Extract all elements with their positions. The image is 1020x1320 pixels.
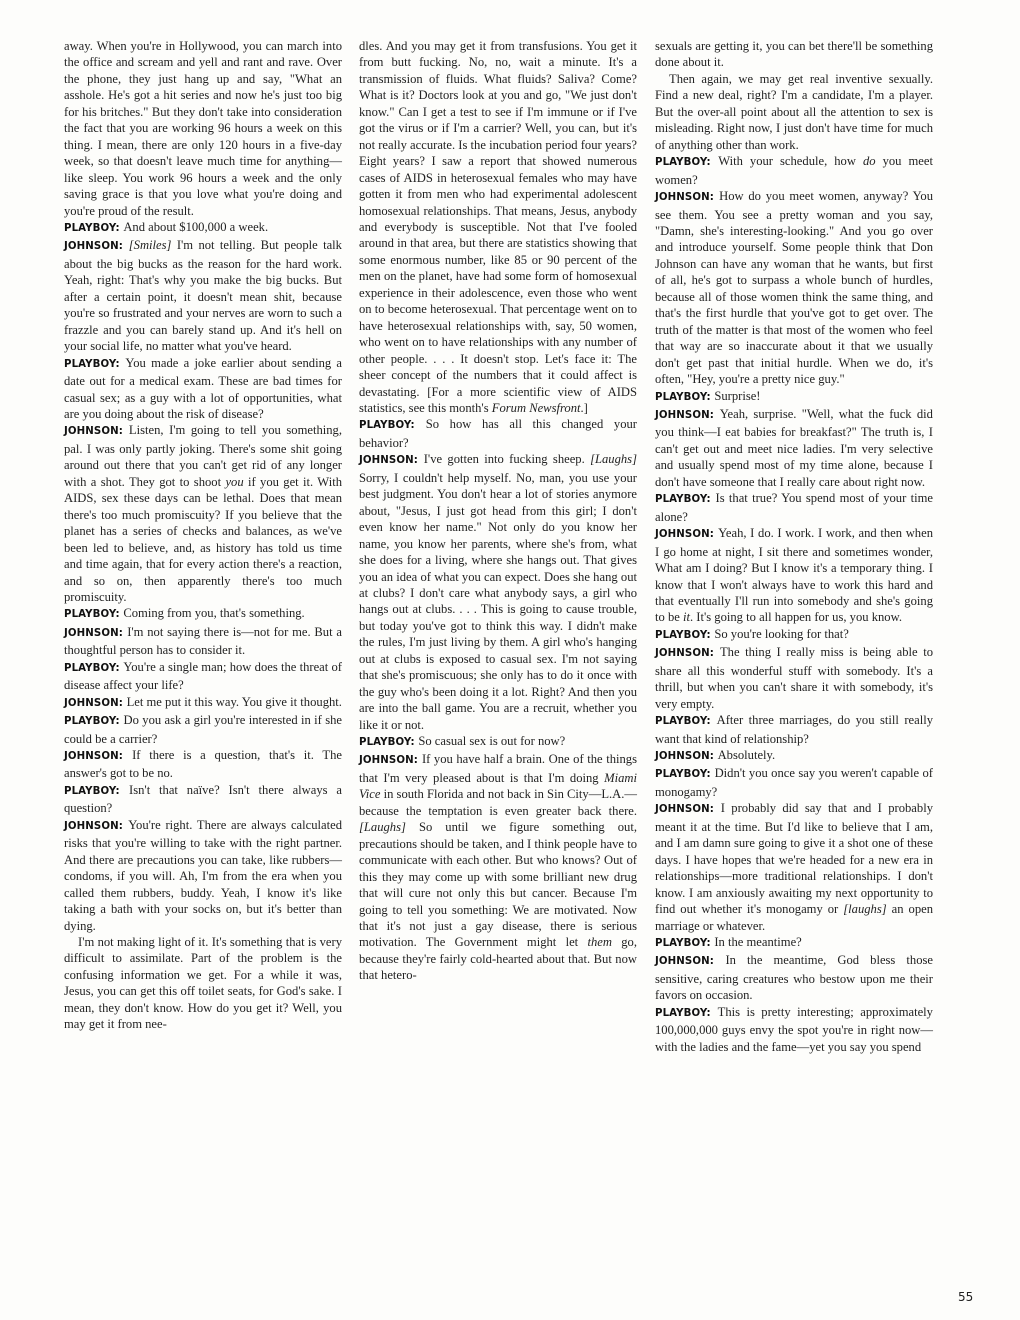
- body-text: if you get it. With AIDS, sex these days can be lethal. Does that mean there's too much promiscuity? If you believe that the planet has a series of checks and balances, as we've been led to believe, and, as history has told us time and time again, that for every action there's a reaction, and so on, then apparently there's too much promiscuity.: [64, 474, 342, 604]
- speaker-label: JOHNSON:: [64, 241, 129, 253]
- body-text: I'm not saying there is—not for me. But a thoughtful person has to consider it.: [64, 624, 342, 658]
- paragraph: [655, 747, 933, 765]
- speaker-label: PLAYBOY:: [655, 769, 715, 781]
- paragraph: [64, 605, 342, 623]
- paragraph: [64, 694, 342, 712]
- body-text: . It's going to all happen for us, you know.: [689, 610, 903, 625]
- speaker-label: PLAYBOY:: [64, 662, 124, 674]
- body-text: So you're looking for that?: [714, 626, 849, 641]
- speaker-label: JOHNSON:: [655, 804, 721, 816]
- paragraph: [655, 1004, 933, 1055]
- page-number: 55: [958, 1290, 974, 1304]
- article-column-2: [359, 38, 637, 984]
- paragraph: [64, 422, 342, 605]
- body-text: away. When you're in Hollywood, you can march into the office and scream and yell and rant and rave. Over the phone, they just hang up and say, "What an asshole. He's got a hit series and now he's just too big for his britches." But they don't take into consideration the fact that you are working 96 hours a week on this thing. I mean, there are only 120 hours in a five-day week, so that doesn't leave much time for anything—like sleep. You work 96 hours a week and the only saving grace is that you love what you're doing and you're proud of the result.: [64, 39, 342, 218]
- speaker-label: PLAYBOY:: [655, 938, 715, 950]
- paragraph: [655, 153, 933, 188]
- body-text: You're right. There are always calculated risks that you're willing to take with the right partner. And there are precautions you can take, like rubbers—condoms, if you will. Ah, I'm from the era when you called them rubbers, buddy. Yeah, I know it's like taking a bath with your socks on, but it's better than dying.: [64, 817, 342, 933]
- body-text: Yeah, I do. I work. I work, and then when I go home at night, I sit there and sometimes wonder, What am I doing? But I know it's a temporary thing. I know that I won't always have to work this hard and that eventually I'll run into somebody and she's going to be: [655, 526, 933, 625]
- speaker-label: JOHNSON:: [655, 648, 720, 660]
- paragraph: [655, 406, 933, 490]
- paragraph: [64, 712, 342, 747]
- body-text: go, because they're fairly cold-hearted about that. But now that hetero-: [359, 935, 637, 983]
- body-text: I probably did say that and I probably meant it at the time. But I'd like to believe that I am, and I am damn sure going to give it a shot one of these days. I have hopes that we're headed for a new era in relationships—more traditional relationships. I don't know. I am anxiously awaiting my next opportunity to find out whether it's monogamy or: [655, 801, 933, 917]
- paragraph: [655, 626, 933, 644]
- body-text: Let me put it this way. You give it thought.: [126, 694, 342, 709]
- paragraph: [655, 765, 933, 800]
- speaker-label: JOHNSON:: [64, 627, 128, 639]
- body-text: you meet women?: [655, 154, 933, 187]
- body-text: You made a joke earlier about sending a date out for a medical exam. These are bad times for casual sex; as a guy with a lot of opportunities, what are you doing about the risk of disease?: [64, 355, 342, 421]
- paragraph: [64, 237, 342, 354]
- body-text: In the meantime, God bless those sensitive, caring creatures who bestow upon me their favors on occasion.: [655, 953, 933, 1003]
- paragraph: [359, 751, 637, 983]
- speaker-label: JOHNSON:: [64, 697, 127, 709]
- paragraph: [359, 733, 637, 751]
- body-text: Coming from you, that's something.: [123, 606, 305, 621]
- emphasis-text: them: [587, 935, 612, 950]
- body-text: Listen, I'm going to tell you something, pal. I was only partly joking. There's some shit going around out there that you can't get rid of any longer with a shot. They got to shoot: [64, 423, 342, 489]
- body-text: Surprise!: [714, 388, 761, 403]
- paragraph: [359, 38, 637, 416]
- article-column-3: [655, 38, 933, 1055]
- body-text: You're a single man; how does the threat of disease affect your life?: [64, 659, 342, 693]
- body-text: How do you meet women, anyway? You see them. You see a pretty woman and you say, "Damn, she's interesting-looking." And you go over and introduce yourself. Some people think that Don Johnson can have any woman that he wants, but first of all, he's got to surpass a whole bunch of hurdles, because all of those women think the same thing, and that's the first hurdle that you've got to get over. The truth of the matter is that most of the women who feel that way are so inaccurate about it that we usually don't get past that initial hurdle. When we do, it's often, "Hey, you're a pretty nice guy.": [655, 189, 933, 387]
- paragraph: [655, 188, 933, 387]
- body-text: So how has all this changed your behavior?: [359, 417, 637, 450]
- body-text: The thing I really miss is being able to share all this wonderful stuff with somebody. It's a thrill, but when you can't share it with somebody, it's very empty.: [655, 645, 933, 711]
- body-text: Didn't you once say you weren't capable of monogamy?: [655, 766, 934, 799]
- body-text: Isn't that naïve? Isn't there always a question?: [64, 782, 342, 816]
- emphasis-text: Forum Newsfront: [491, 400, 581, 415]
- emphasis-text: you: [225, 474, 244, 489]
- speaker-label: JOHNSON:: [359, 755, 422, 767]
- body-text: If there is a question, that's it. The answer's got to be no.: [64, 748, 342, 781]
- emphasis-text: [Smiles]: [128, 238, 172, 253]
- paragraph: [64, 219, 342, 237]
- body-text: So until we figure something out, precautions should be taken, and I think people have to communicate with each other. But who knows? Out of this they may come up with some brilliant new drug that will cure not only this but cancer. Because I'm going to tell you something: We are motivated. Now that it's not just a gay disease, there is serious motivation. The Government might let: [359, 820, 637, 950]
- paragraph: [64, 355, 342, 423]
- speaker-label: PLAYBOY:: [655, 494, 716, 506]
- paragraph: [655, 490, 933, 525]
- speaker-label: JOHNSON:: [655, 529, 719, 541]
- emphasis-text: [Laughs]: [359, 820, 406, 835]
- speaker-label: PLAYBOY:: [64, 785, 130, 797]
- body-text: After three marriages, do you still really want that kind of relationship?: [655, 713, 933, 746]
- body-text: With your schedule, how: [718, 154, 863, 169]
- paragraph: [359, 416, 637, 451]
- speaker-label: JOHNSON:: [655, 751, 718, 763]
- speaker-label: PLAYBOY:: [655, 157, 719, 169]
- speaker-label: JOHNSON:: [655, 956, 726, 968]
- paragraph: [64, 934, 342, 1033]
- speaker-label: PLAYBOY:: [359, 737, 419, 749]
- body-text: Do you ask a girl you're interested in if she could be a carrier?: [64, 713, 342, 746]
- body-text: Yeah, surprise. "Well, what the fuck did you think—I eat babies for breakfast?" The truth is, I can't get out and meet nice ladies. I'm very selective and usually spend most of my time alone, because I don't have someone that I really care about right now.: [655, 406, 933, 489]
- emphasis-text: [Laughs]: [590, 452, 637, 467]
- paragraph: [64, 624, 342, 659]
- paragraph: [655, 934, 933, 952]
- paragraph: [64, 817, 342, 934]
- body-text: I've gotten into fucking sheep.: [423, 452, 591, 467]
- body-text: So casual sex is out for now?: [418, 734, 566, 749]
- body-text: .]: [580, 400, 588, 415]
- body-text: And about $100,000 a week.: [123, 219, 269, 234]
- speaker-label: JOHNSON:: [655, 409, 720, 421]
- speaker-label: JOHNSON:: [64, 751, 133, 763]
- paragraph: [64, 38, 342, 219]
- paragraph: [655, 712, 933, 747]
- paragraph: [655, 38, 933, 71]
- paragraph: [655, 952, 933, 1003]
- paragraph: [655, 71, 933, 153]
- emphasis-text: [laughs]: [843, 902, 887, 917]
- speaker-label: PLAYBOY:: [655, 1007, 718, 1019]
- speaker-label: PLAYBOY:: [655, 391, 715, 403]
- body-text: Then again, we may get real inventive sexually. Find a new deal, right? I'm a candidate, I'm a player. But the over-all point about all the attention to sex is misleading. Right now, I just don't have time for much of anything other than work.: [655, 71, 933, 152]
- emphasis-text: it: [682, 610, 690, 625]
- speaker-label: PLAYBOY:: [64, 358, 126, 370]
- paragraph: [655, 525, 933, 626]
- body-text: dles. And you may get it from transfusions. You get it from butt fucking. No, no, wait a minute. It's a transmission of fluids. What fluids? Saliva? Come? What is it? Doctors look at you and go, "We just don't know." Can I get a test to see if I'm immune or if I've got the virus or if I'm a carrier? Well, you can, but it's not really accurate. Is the incubation period four years? Eight years? I saw a report that showed numerous cases of AIDS in heterosexual females who may have gotten it from men who had experimental adolescent homosexual relationships. That means, Jesus, anybody and everybody is susceptible. Not that I've fooled around in that area, but there are statistics showing that some enormous number, like 85 or 90 percent of the men on the planet, have had some form of homosexual experience in their adolescence, even those who went on to become heterosexual. That percentage went on to have heterosexual relationships with, say, 50 women, who went on to have relationships with any number of other people. . . . It doesn't stop. Let's face it: The sheer concept of the numbers that it could affect is devastating. [For a more scientific view of AIDS statistics, see this month's: [359, 39, 637, 415]
- speaker-label: JOHNSON:: [64, 820, 129, 832]
- speaker-label: JOHNSON:: [359, 455, 424, 467]
- speaker-label: JOHNSON:: [655, 192, 720, 204]
- body-text: Absolutely.: [717, 748, 776, 763]
- body-text: an open marriage or whatever.: [655, 902, 933, 933]
- body-text: I'm not telling. But people talk about the big bucks as the reason for the hard work. Yeah, right: That's why you make the big bucks. But after a certain point, it doesn't mean shit, because you're so frustrated and your nerves are worn to such a frazzle and you can barely stand up. And it's hell on your social life, no matter what you've heard.: [64, 238, 342, 354]
- emphasis-text: do: [862, 154, 876, 169]
- speaker-label: PLAYBOY:: [64, 222, 124, 234]
- body-text: In the meantime?: [714, 935, 802, 950]
- speaker-label: JOHNSON:: [64, 426, 129, 438]
- paragraph: [655, 388, 933, 406]
- paragraph: [655, 800, 933, 934]
- body-text: If you have half a brain. One of the things that I'm very pleased about is that I'm doing: [359, 752, 637, 785]
- body-text: in south Florida and not back in Sin City—L.A.—because the temptation is even greater back there.: [359, 787, 637, 818]
- paragraph: [359, 451, 637, 733]
- speaker-label: PLAYBOY:: [359, 420, 426, 432]
- speaker-label: PLAYBOY:: [655, 716, 717, 728]
- body-text: Is that true? You spend most of your time alone?: [655, 491, 933, 524]
- paragraph: [64, 659, 342, 694]
- paragraph: [64, 747, 342, 782]
- speaker-label: PLAYBOY:: [655, 629, 715, 641]
- body-text: Sorry, I couldn't help myself. No, man, you use your best judgment. You don't hear a lot of stories anymore about, "Jesus, I just got head from this girl; I don't even know her name." Not only do you know her name, you know her parents, where she's from, what she does for a living, where she hangs out. That gives you an idea of what you can expect. Does she hang out at clubs? I don't care what anybody says, a girl who hangs out at clubs. . . . This is going to cause trouble, but today you've got to think this way. I didn't make the rules, I'm just living by them. A girl who's hanging out at clubs is exposed to casual sex. I'm not saying that she's promiscuous; she only has to do it once with the guy who's been doing it a lot. Right? And then you are into the ball game. You are a recruit, whether you like it or not.: [359, 470, 637, 732]
- body-text: sexuals are getting it, you can bet there'll be something done about it.: [655, 39, 933, 70]
- speaker-label: PLAYBOY:: [64, 609, 124, 621]
- emphasis-text: Miami Vice: [359, 770, 637, 802]
- speaker-label: PLAYBOY:: [64, 716, 124, 728]
- paragraph: [64, 782, 342, 817]
- article-column-1: [64, 38, 342, 1033]
- paragraph: [655, 644, 933, 712]
- body-text: This is pretty interesting; approximately 100,000,000 guys envy the spot you're in right now—with the ladies and the fame—yet you say you spend: [655, 1004, 933, 1054]
- body-text: I'm not making light of it. It's something that is very difficult to assimilate. Part of the problem is the confusing information we get. For a while it was, Jesus, you can get this off toilet seats, for God's sake. I mean, they don't know. How do you get it? Well, you may get it from nee-: [64, 935, 342, 1032]
